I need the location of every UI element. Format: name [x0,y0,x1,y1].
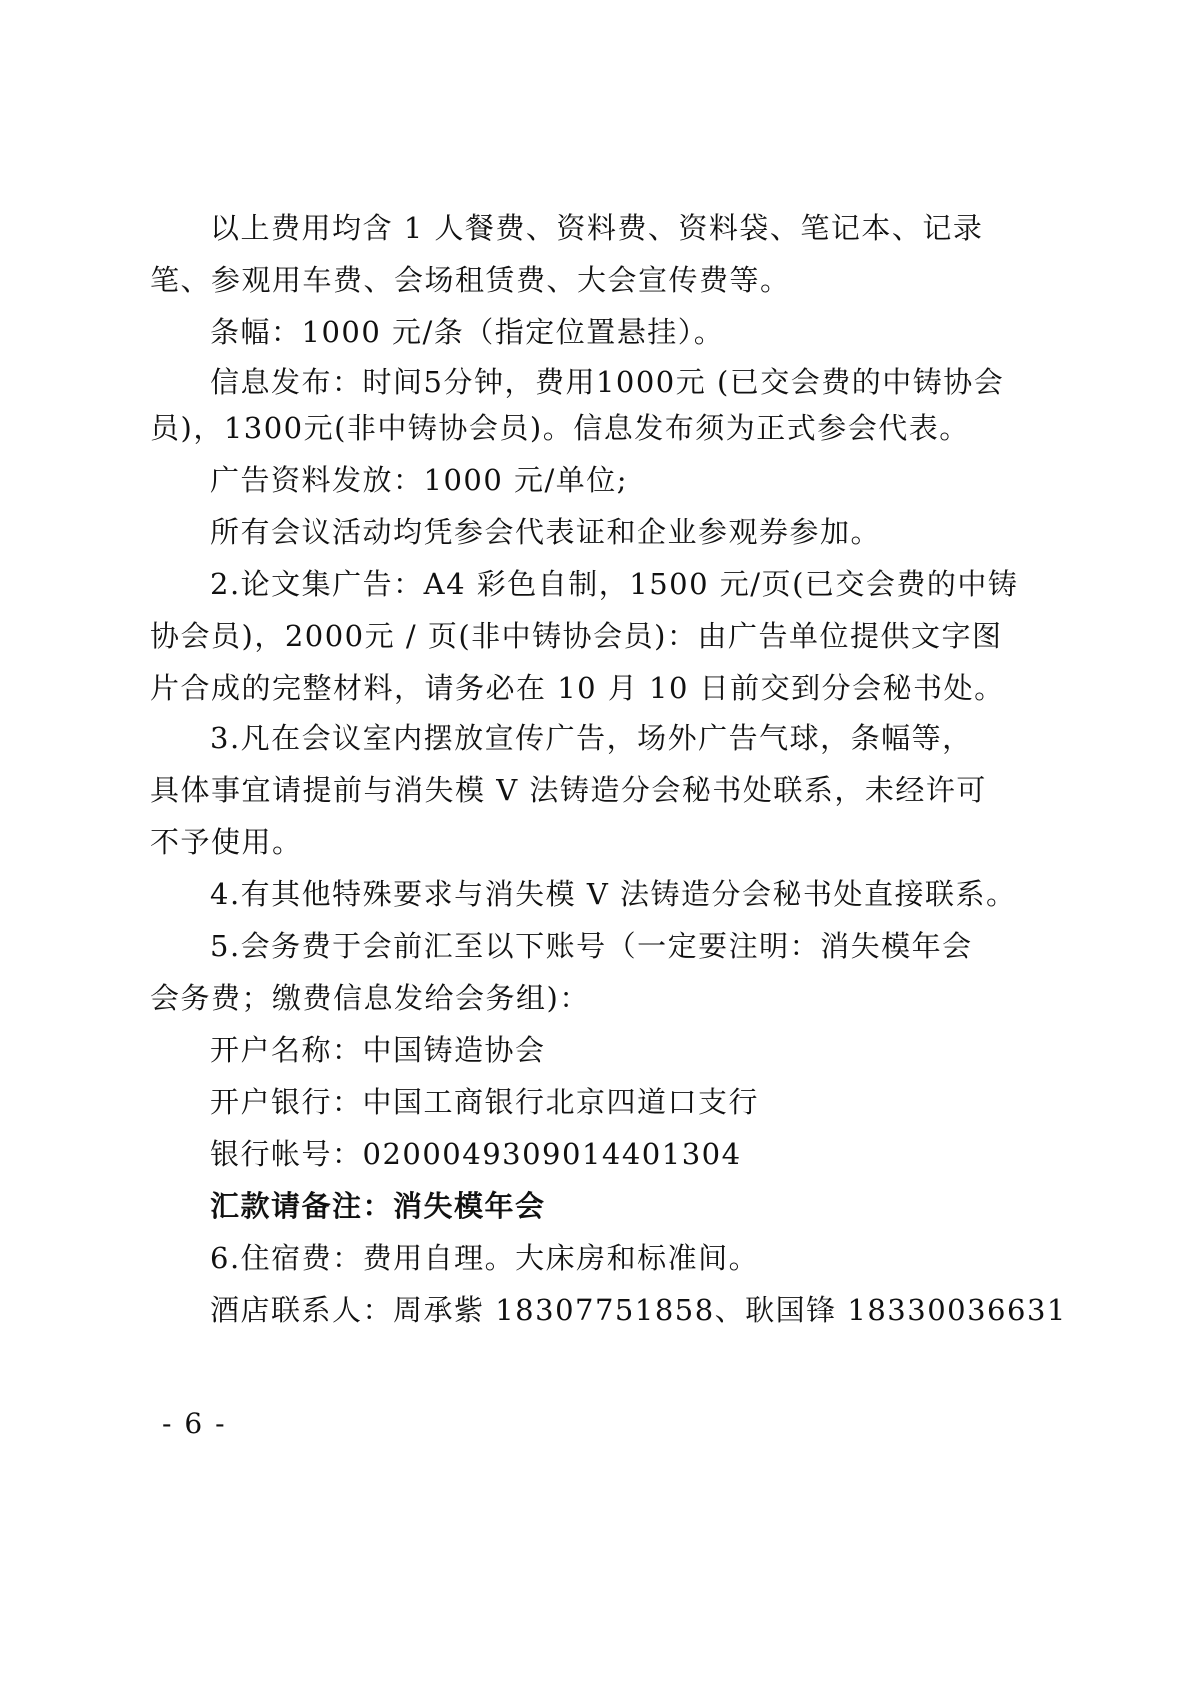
paragraph-line: 片合成的完整材料，请务必在 10 月 10 日前交到分会秘书处。 [150,671,1005,705]
paragraph-line: 5.会务费于会前汇至以下账号（一定要注明：消失模年会 [210,929,973,963]
paragraph-line: 笔、参观用车费、会场租赁费、大会宣传费等。 [150,263,791,297]
paragraph-line: 6.住宿费：费用自理。大床房和标准间。 [210,1241,760,1275]
paragraph-line: 条幅：1000 元/条（指定位置悬挂）。 [210,315,725,349]
paragraph-line: 开户银行：中国工商银行北京四道口支行 [210,1085,760,1119]
paragraph-line: 2.论文集广告：A4 彩色自制，1500 元/页(已交会费的中铸 [210,567,1019,601]
paragraph-line: 以上费用均含 1 人餐费、资料费、资料袋、笔记本、记录 [210,211,984,245]
paragraph-line: 具体事宜请提前与消失模 V 法铸造分会秘书处联系，未经许可 [150,773,987,807]
paragraph-line: 会务费；缴费信息发给会务组)： [150,981,590,1015]
paragraph-line: 4.有其他特殊要求与消失模 V 法铸造分会秘书处直接联系。 [210,877,1017,911]
paragraph-line: 酒店联系人：周承紫 18307751858、耿国锋 18330036631 [210,1293,1067,1327]
paragraph-line: 协会员)，2000元 / 页(非中铸协会员)：由广告单位提供文字图 [150,619,1003,653]
paragraph-line: 员)，1300元(非中铸协会员)。信息发布须为正式参会代表。 [150,411,970,445]
page-number: - 6 - [162,1407,227,1440]
paragraph-line: 3.凡在会议室内摆放宣传广告，场外广告气球，条幅等， [210,721,973,755]
paragraph-line: 所有会议活动均凭参会代表证和企业参观券参加。 [210,515,882,549]
paragraph-line: 信息发布：时间5分钟，费用1000元 (已交会费的中铸协会 [210,365,1005,399]
paragraph-line: 不予使用。 [150,825,303,859]
paragraph-line: 银行帐号：0200049309014401304 [210,1137,742,1171]
remittance-note: 汇款请备注：消失模年会 [210,1189,546,1223]
paragraph-line: 开户名称：中国铸造协会 [210,1033,546,1067]
paragraph-line: 广告资料发放：1000 元/单位; [210,463,629,497]
